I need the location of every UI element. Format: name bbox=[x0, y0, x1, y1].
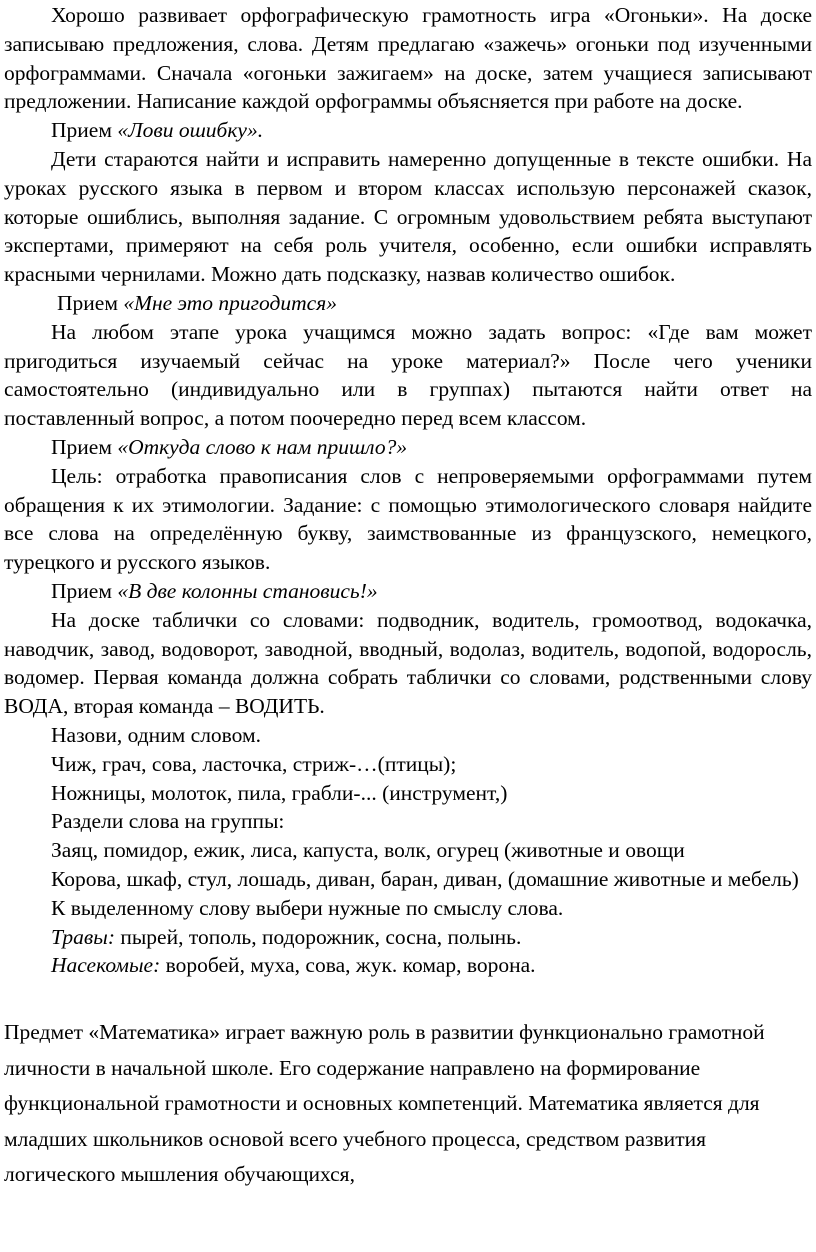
exercise-line: Корова, шкаф, стул, лошадь, диван, баран, диван, (домашние животные и мебель) bbox=[51, 866, 799, 891]
paragraph-word-origin: Цель: отработка правописания слов с непроверяемыми орфограммами путем обращения к их этимологии. Задание: с помощью этимологического словаря найдите все слова на определённую букву, заимствованные из французского, немецкого, турецкого и русского языков. bbox=[4, 463, 812, 575]
section-gap bbox=[0, 980, 816, 1009]
heading-prefix: Прием bbox=[51, 578, 118, 603]
exercise-line-herbs bbox=[4, 923, 812, 952]
heading-name: «Откуда слово к нам пришло?» bbox=[117, 434, 408, 459]
paragraph-ogonki: Хорошо развивает орфографическую грамотность игра «Огоньки». На доске записываю предложения, слова. Детям предлагаю «зажечь» огоньки под изученными орфограммами. Сначала «огоньки зажигаем» на доске, затем учащиеся записывают предложении. Написание каждой орфограммы объясняется при работе на доске. bbox=[4, 3, 812, 114]
exercise-line: Назови, одним словом. bbox=[51, 722, 262, 747]
paragraph-catch-error: Дети стараются найти и исправить намеренно допущенные в тексте ошибки. На уроках русского языка в первом и втором классах использую персонажей сказок, которые ошиблись, выполняя задание. С огромным удовольствием ребята выступают экспертами, примеряют на себя роль учителя, особенно, если ошибки исправлять красными чернилами. Можно дать подсказку, назвав количество ошибок. bbox=[4, 146, 812, 287]
exercise-label: Насекомые: bbox=[51, 953, 161, 978]
exercise-text: воробей, муха, сова, жук. комар, ворона. bbox=[160, 953, 536, 978]
technique-heading-catch-error bbox=[4, 116, 812, 145]
paragraph-two-columns: На доске таблички со словами: подводник, водитель, громоотвод, водокачка, наводчик, завод, водоворот, заводной, вводный, водолаз, водитель, водопой, водоросль, водомер. Первая команда должна собрать таблички со словами, родственными слову ВОДА, вторая команда – ВОДИТЬ. bbox=[4, 607, 812, 719]
section-mathematics bbox=[0, 1009, 816, 1193]
heading-name: «В две колонны становись!» bbox=[117, 578, 378, 603]
technique-heading-word-origin bbox=[4, 433, 812, 462]
exercise-text: пырей, тополь, подорожник, сосна, полынь. bbox=[114, 924, 522, 949]
exercise-line: Чиж, грач, сова, ласточка, стриж-…(птицы); bbox=[51, 751, 457, 776]
exercise-line: К выделенному слову выбери нужные по смыслу слова. bbox=[51, 895, 564, 920]
heading-prefix: Прием bbox=[51, 118, 118, 143]
paragraph-useful: На любом этапе урока учащимся можно задать вопрос: «Где вам может пригодиться изучаемый сейчас на уроке материал?» После чего ученики самостоятельно (индивидуально или в группах) пытаются найти ответ на поставленный вопрос, а потом поочередно перед всем классом. bbox=[4, 319, 812, 431]
heading-prefix: Прием bbox=[51, 434, 118, 459]
exercise-line-insects bbox=[4, 951, 812, 980]
heading-name: «Лови ошибку». bbox=[117, 118, 264, 143]
exercise-line: Заяц, помидор, ежик, лиса, капуста, волк, огурец (животные и овощи bbox=[51, 838, 685, 863]
technique-heading-useful bbox=[4, 289, 812, 318]
exercise-line: Раздели слова на группы: bbox=[51, 809, 285, 834]
heading-name: «Мне это пригодится» bbox=[123, 290, 337, 315]
heading-prefix: Прием bbox=[57, 290, 124, 315]
exercise-line: Ножницы, молоток, пила, грабли-... (инструмент,) bbox=[51, 780, 508, 805]
paragraph-mathematics: Предмет «Математика» играет важную роль в развитии функционально грамотной личности в начальной школе. Его содержание направлено на формирование функциональной грамотности и основных компетенций. Математика является для младших школьников основой всего учебного процесса, средством развития логического мышления обучающихся, bbox=[4, 1020, 765, 1187]
exercise-label: Травы: bbox=[51, 924, 115, 949]
technique-heading-two-columns bbox=[4, 577, 812, 606]
